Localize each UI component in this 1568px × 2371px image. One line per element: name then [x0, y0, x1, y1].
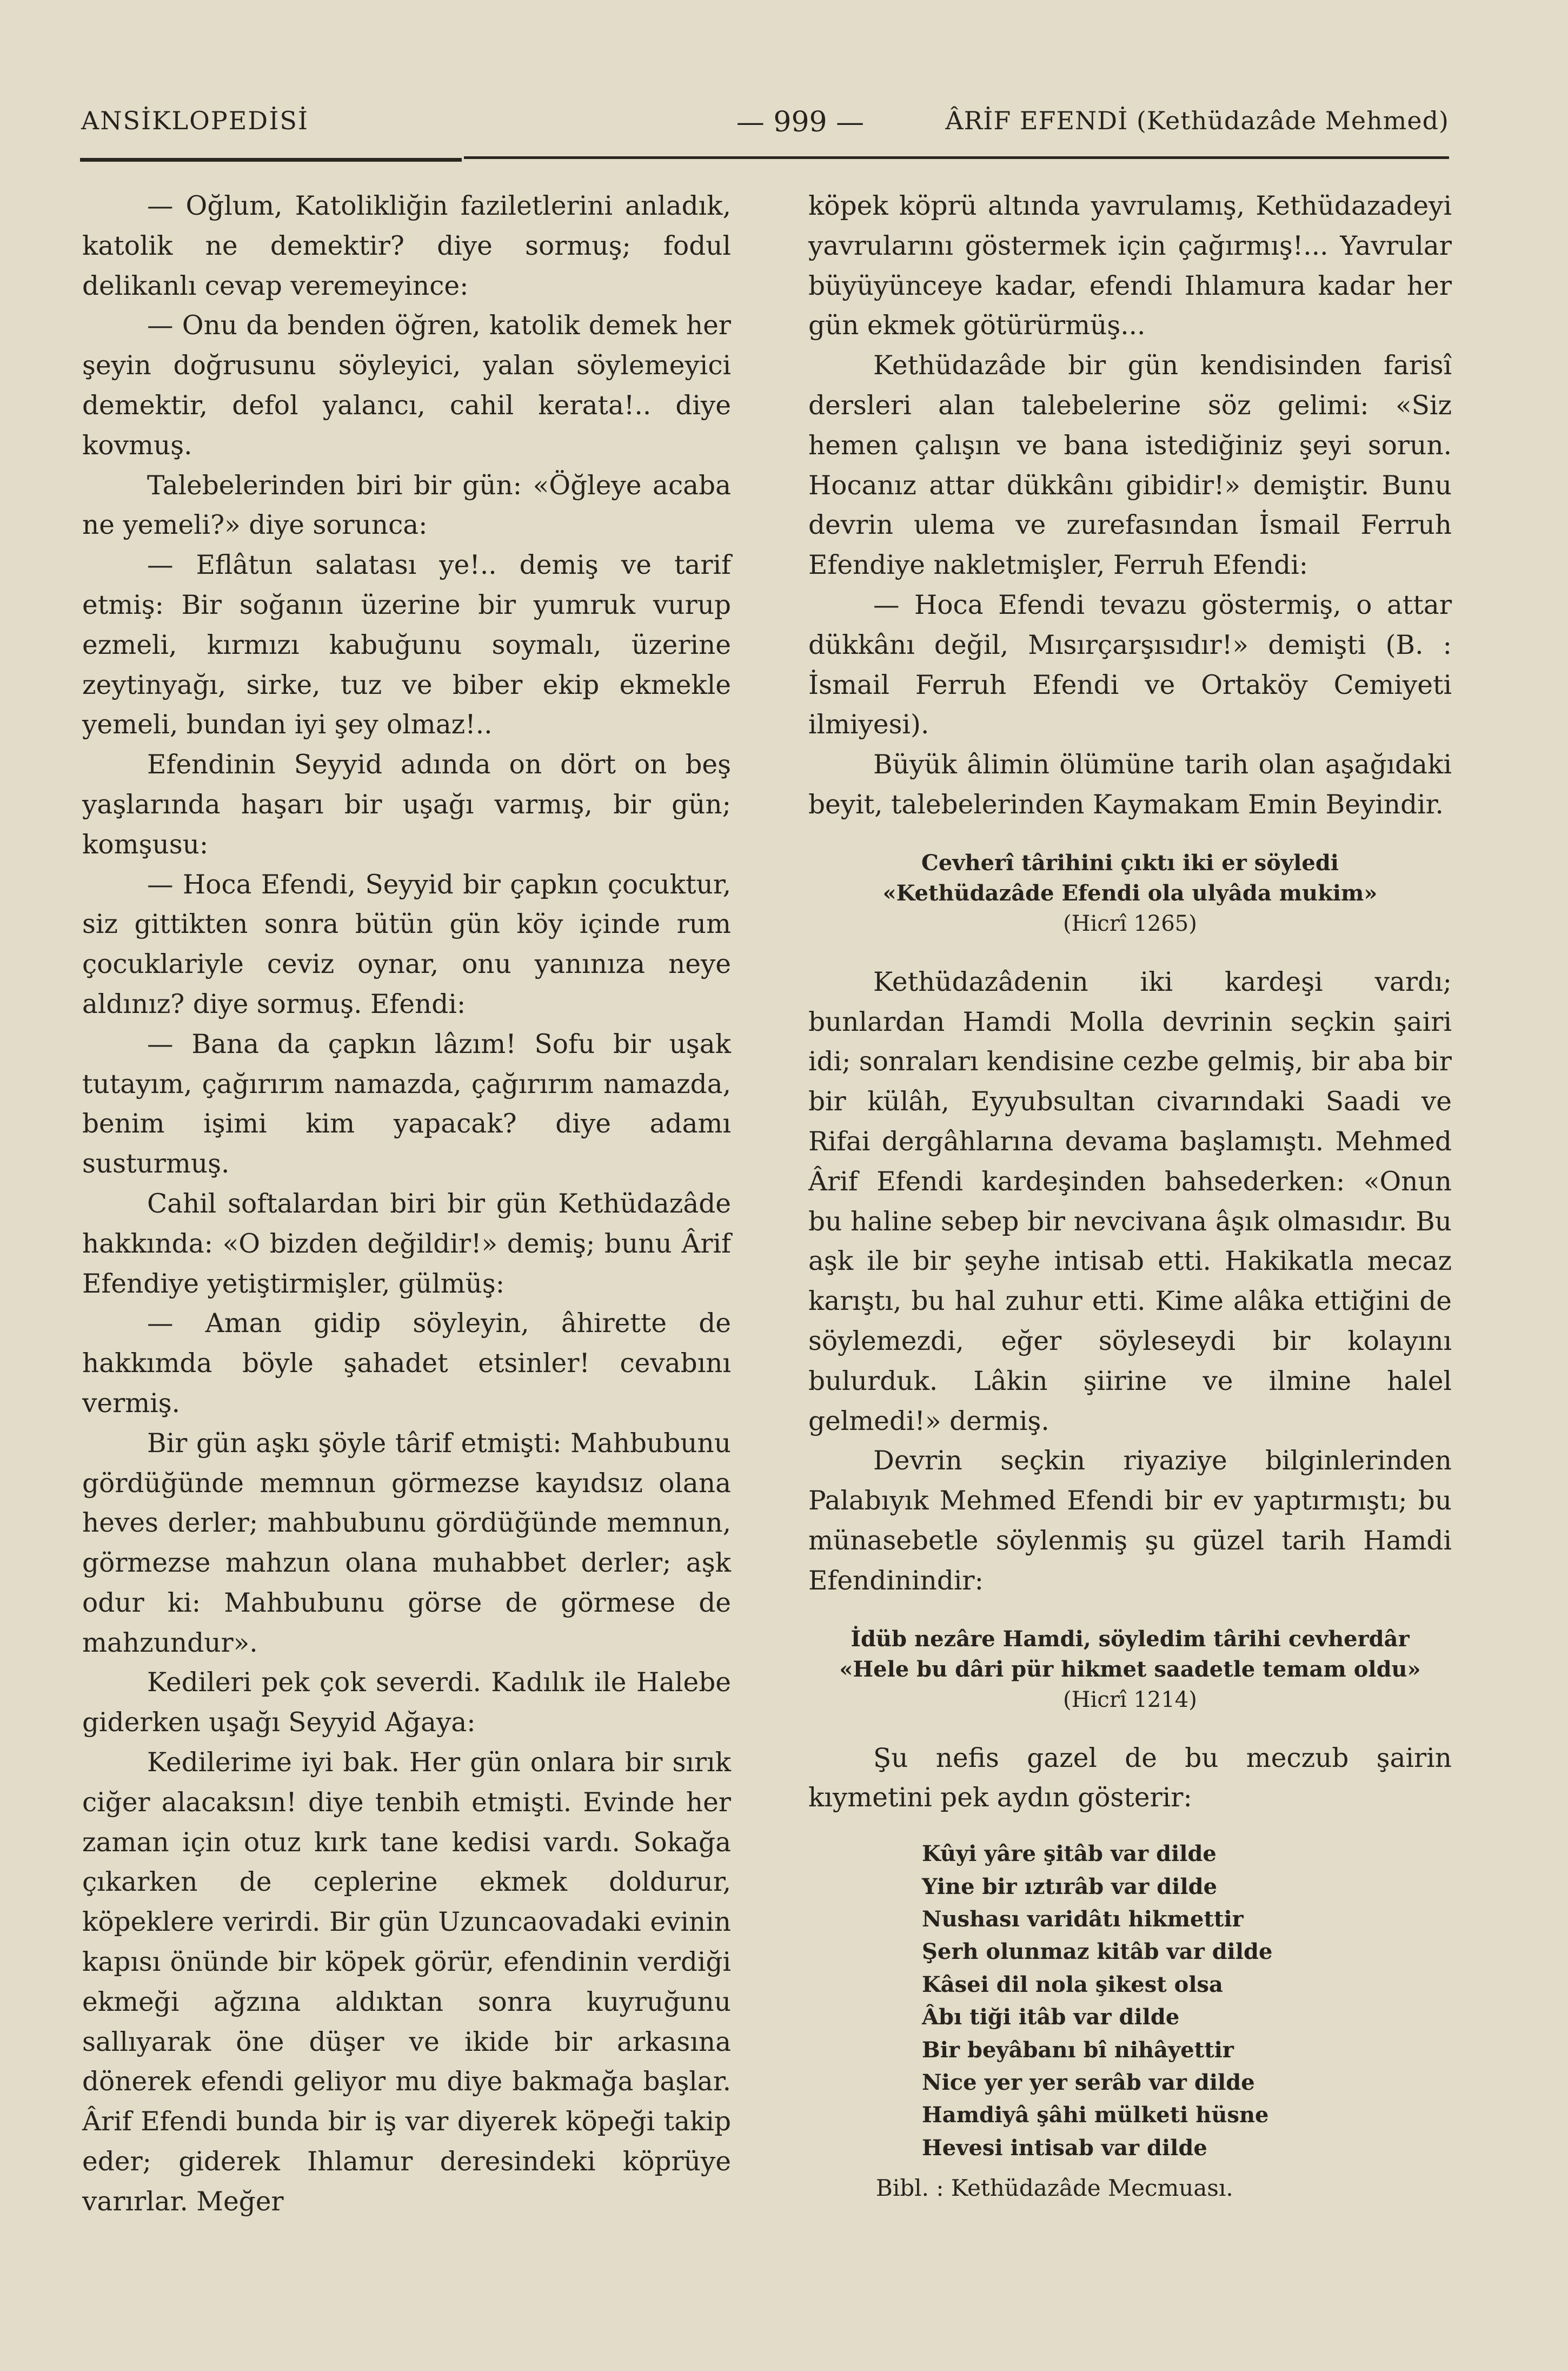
- poem-line: Nushası varidâtı hikmettir: [922, 1906, 1244, 1932]
- paragraph: Şu nefis gazel de bu meczub şairin kıymetini pek aydın gösterir:: [808, 1743, 1452, 1813]
- bibliography: Bibl. : Kethüdazâde Mecmuası.: [876, 2175, 1233, 2202]
- paragraph: Kethüdazâdenin iki kardeşi vardı; bunlardan Hamdi Molla devrinin seçkin şairi idi; sonraları kendisine cezbe gelmiş, bir aba bir bir külâh, Eyyubsultan civarındaki Saadi ve Rifai dergâhlarına devama başlamıştı. Mehmed Ârif Efendi kardeşinden bahsederken: «Onun bu haline sebep bir nevcivana âşık olmasıdır. Bu aşk ile bir şeyhe intisab etti. Hakikatla mecaz karıştı, bu hal zuhur etti. Kime alâka ettiğini de söylemezdi, eğer söyleseydi bir kolayını bulurduk. Lâkin şiirine ve ilmine halel gelmedi!» dermiş.: [808, 966, 1452, 1436]
- paragraph: Talebelerinden biri bir gün: «Öğleye acaba ne yemeli?» diye sorunca:: [82, 470, 731, 541]
- paragraph: — Eflâtun salatası ye!.. demiş ve tarif etmiş: Bir soğanın üzerine bir yumruk vurup ezmeli, kırmızı kabuğunu soymalı, üzerine zeytinyağı, sirke, tuz ve biber ekip ekmekle yemeli, bundan iyi şey olmaz!..: [82, 550, 731, 740]
- verse-date: (Hicrî 1214): [1063, 1687, 1197, 1712]
- paragraph: Kethüdazâde bir gün kendisinden farisî dersleri alan talebelerine söz gelimi: «Siz hemen çalışın ve bana istediğiniz şeyi sorun. Hocanız attar dükkânı gibidir!» demiştir. Bunu devrin ulema ve zurefasından İsmail Ferruh Efendiye nakletmişler, Ferruh Efendi:: [808, 350, 1452, 581]
- entry-title: ÂRİF EFENDİ (Kethüdazâde Mehmed): [945, 106, 1449, 135]
- paragraph: — Oğlum, Katolikliğin faziletlerini anladık, katolik ne demektir? diye sormuş; fodul delikanlı cevap veremeyince:: [82, 191, 731, 301]
- verse-line: İdüb nezâre Hamdi, söyledim târihi cevherdâr: [851, 1626, 1410, 1652]
- poem-line: Yine bir ıztırâb var dilde: [922, 1873, 1218, 1899]
- paragraph: — Aman gidip söyleyin, âhirette de hakkımda böyle şahadet etsinler! cevabını vermiş.: [82, 1308, 731, 1419]
- verse-line: «Hele bu dâri pür hikmet saadetle temam oldu»: [839, 1656, 1421, 1682]
- page-number: — 999 —: [736, 106, 865, 138]
- poem-line: Hamdiyâ şâhi mülketi hüsne: [922, 2102, 1269, 2128]
- poem-line: Kâsei dil nola şikest olsa: [922, 1971, 1223, 1997]
- header-rule-left: [80, 158, 462, 162]
- chronogram-verse: [808, 848, 1452, 939]
- paragraph: — Hoca Efendi, Seyyid bir çapkın çocuktur, siz gittikten sonra bütün gün köy içinde rum çocuklariyle ceviz oynar, onu yanınıza neye aldınız? diye sormuş. Efendi:: [82, 869, 731, 1019]
- paragraph: Büyük âlimin ölümüne tarih olan aşağıdaki beyit, talebelerinden Kaymakam Emin Beyindir.: [808, 750, 1452, 820]
- encyclopedia-title: ANSİKLOPEDİSİ: [81, 106, 309, 135]
- paragraph: — Hoca Efendi tevazu göstermiş, o attar dükkânı değil, Mısırçarşısıdır!» demişti (B. : İsmail Ferruh Efendi ve Ortaköy Cemiyeti ilmiyesi).: [808, 590, 1452, 740]
- paragraph: — Onu da benden öğren, katolik demek her şeyin doğrusunu söyleyici, yalan söylemeyici demektir, defol yalancı, cahil kerata!.. diye kovmuş.: [82, 310, 731, 461]
- verse-line: «Kethüdazâde Efendi ola ulyâda mukim»: [882, 880, 1378, 906]
- verse-date: (Hicrî 1265): [1063, 911, 1197, 936]
- paragraph: — Bana da çapkın lâzım! Sofu bir uşak tutayım, çağırırım namazda, çağırırım namazda, benim işimi kim yapacak? diye adamı susturmuş.: [82, 1029, 731, 1180]
- paragraph: Cahil softalardan biri bir gün Kethüdazâde hakkında: «O bizden değildir!» demiş; bunu Ârif Efendiye yetiştirmişler, gülmüş:: [82, 1188, 731, 1299]
- poem-line: Kûyi yâre şitâb var dilde: [922, 1841, 1217, 1867]
- paragraph: Kedileri pek çok severdi. Kadılık ile Halebe giderken uşağı Seyyid Ağaya:: [82, 1667, 731, 1738]
- paragraph: köpek köprü altında yavrulamış, Kethüdazadeyi yavrularını göstermek için çağırmış!... Yavrular büyüyünceye kadar, efendi Ihlamura kadar her gün ekmek götürürmüş...: [808, 191, 1452, 341]
- poem-line: Şerh olunmaz kitâb var dilde: [922, 1939, 1273, 1965]
- header-rule-right: [464, 156, 1449, 159]
- poem-line: Âbı tiği itâb var dilde: [922, 2004, 1180, 2030]
- paragraph: Efendinin Seyyid adında on dört on beş yaşlarında haşarı bir uşağı varmış, bir gün; komşusu:: [82, 750, 731, 860]
- chronogram-verse: [808, 1624, 1452, 1715]
- paragraph: Devrin seçkin riyaziye bilginlerinden Palabıyık Mehmed Efendi bir ev yaptırmıştı; bu münasebetle söylenmiş şu güzel tarih Hamdi Efendinindir:: [808, 1446, 1452, 1596]
- gazel-poem: [922, 1838, 1452, 2164]
- verse-line: Cevherî târihini çıktı iki er söyledi: [921, 850, 1339, 876]
- right-column: [808, 187, 1452, 2204]
- poem-line: Hevesi intisab var dilde: [922, 2135, 1207, 2161]
- paragraph: Bir gün aşkı şöyle târif etmişti: Mahbubunu gördüğünde memnun görmezse kayıdsız olana heves derler; mahbubunu gördüğünde memnun, görmezse mahzun olana muhabbet derler; aşk odur ki: Mahbubunu görse de görmese de mahzundur».: [82, 1428, 731, 1658]
- page-header: [81, 106, 1449, 144]
- left-column: [82, 187, 731, 2222]
- paragraph: Kedilerime iyi bak. Her gün onlara bir sırık ciğer alacaksın! diye tenbih etmişti. Evinde her zaman için otuz kırk tane kedisi vardı. Sokağa çıkarken de ceplerine ekmek doldurur, köpeklere verirdi. Bir gün Uzuncaovadaki evinin kapısı önünde bir köpek görür, efendinin verdiği ekmeği ağzına aldıktan sonra kuyruğunu sallıyarak öne düşer ve ikide bir arkasına dönerek efendi geliyor mu diye bakmağa başlar. Ârif Efendi bunda bir iş var diyerek köpeği takip eder; giderek Ihlamur deresindeki köprüye varırlar. Meğer: [82, 1747, 731, 2217]
- poem-line: Bir beyâbanı bî nihâyettir: [922, 2037, 1234, 2063]
- poem-line: Nice yer yer serâb var dilde: [922, 2069, 1255, 2095]
